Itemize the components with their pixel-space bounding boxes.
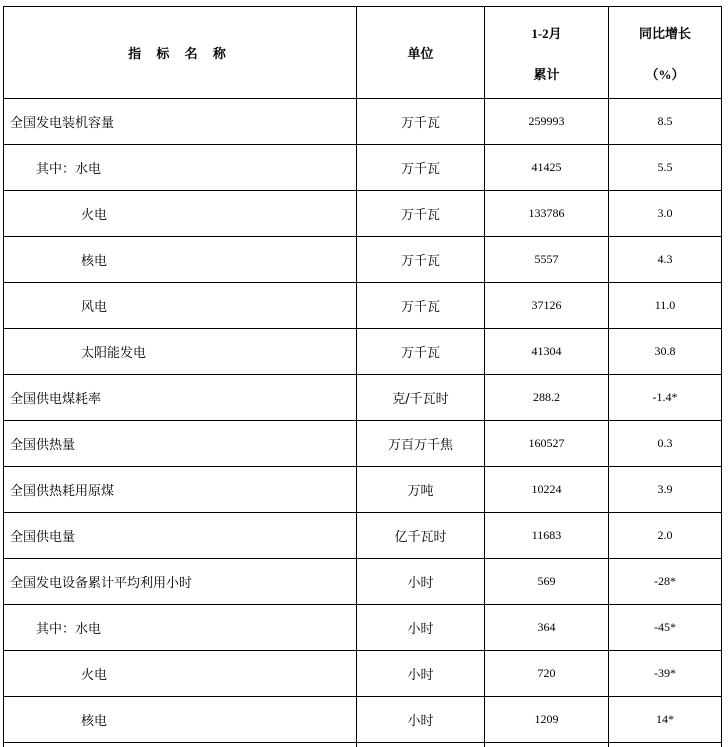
cumulative-value-cell-text: 41425 bbox=[531, 160, 562, 174]
indicator-name-cell-text: 火电 bbox=[81, 668, 108, 683]
cumulative-value-cell bbox=[485, 421, 609, 467]
indicator-name-cell-text: 其中：水电 bbox=[36, 622, 102, 637]
yoy-growth-cell bbox=[609, 513, 722, 559]
yoy-growth-cell bbox=[609, 375, 722, 421]
unit-cell bbox=[357, 191, 485, 237]
indicator-name-cell-text: 太阳能发电 bbox=[81, 346, 147, 361]
header-growth-bottom: （%） bbox=[645, 66, 685, 82]
unit-cell-text: 万千瓦 bbox=[400, 300, 440, 315]
unit-cell-text: 万千瓦 bbox=[400, 208, 440, 223]
unit-cell-text: 万千瓦 bbox=[400, 254, 440, 269]
header-period-bottom: 累计 bbox=[533, 66, 560, 82]
indicator-name-cell-text: 全国供热量 bbox=[10, 438, 76, 453]
table-row bbox=[4, 237, 722, 283]
indicator-name-cell-text: 全国发电设备累计平均利用小时 bbox=[10, 576, 193, 591]
cumulative-value-cell-text: 364 bbox=[537, 620, 556, 634]
yoy-growth-cell-text: 3.0 bbox=[657, 206, 673, 220]
yoy-growth-cell-text: 30.8 bbox=[654, 344, 676, 358]
cumulative-value-cell-text: 11683 bbox=[531, 528, 562, 542]
yoy-growth-cell-text: 0.3 bbox=[657, 436, 673, 450]
indicator-name-cell-text: 核电 bbox=[81, 714, 108, 729]
cumulative-value-cell-text: 160527 bbox=[528, 436, 565, 450]
unit-cell bbox=[357, 513, 485, 559]
cumulative-value-cell bbox=[485, 513, 609, 559]
yoy-growth-cell bbox=[609, 145, 722, 191]
yoy-growth-cell-text: 5.5 bbox=[657, 160, 673, 174]
table-row bbox=[4, 605, 722, 651]
cumulative-value-cell bbox=[485, 145, 609, 191]
indicator-name-cell-text: 全国发电装机容量 bbox=[10, 116, 115, 131]
header-unit-label: 单位 bbox=[407, 46, 434, 61]
yoy-growth-cell bbox=[609, 329, 722, 375]
indicator-name-cell bbox=[4, 697, 357, 743]
cumulative-value-cell-text: 37126 bbox=[531, 298, 562, 312]
cumulative-value-cell bbox=[485, 375, 609, 421]
unit-cell-text: 万千瓦 bbox=[400, 346, 440, 361]
indicator-name-cell bbox=[4, 237, 357, 283]
yoy-growth-cell-text: 14* bbox=[656, 712, 674, 726]
indicator-name-cell-text: 全国供热耗用原煤 bbox=[10, 484, 115, 499]
yoy-growth-cell-text: 8.5 bbox=[657, 114, 673, 128]
yoy-growth-cell-text: 11.0 bbox=[654, 298, 676, 312]
indicator-name-cell bbox=[4, 513, 357, 559]
table-row bbox=[4, 145, 722, 191]
unit-cell-text: 小时 bbox=[407, 576, 434, 591]
cumulative-value-cell bbox=[485, 329, 609, 375]
header-unit bbox=[357, 7, 485, 99]
cumulative-value-cell-text: 1209 bbox=[534, 712, 559, 726]
unit-cell-text: 万吨 bbox=[407, 484, 434, 499]
indicator-name-cell bbox=[4, 421, 357, 467]
table-row bbox=[4, 559, 722, 605]
unit-cell bbox=[357, 467, 485, 513]
table-row-partial bbox=[4, 743, 722, 747]
table-row bbox=[4, 329, 722, 375]
yoy-growth-cell-text: -39* bbox=[654, 666, 676, 680]
empty-cell bbox=[485, 743, 609, 747]
empty-cell bbox=[609, 743, 722, 747]
unit-cell-text: 万千瓦 bbox=[400, 162, 440, 177]
table-row bbox=[4, 191, 722, 237]
unit-cell bbox=[357, 283, 485, 329]
yoy-growth-cell bbox=[609, 283, 722, 329]
table-header-row bbox=[4, 7, 722, 99]
cumulative-value-cell-text: 720 bbox=[537, 666, 556, 680]
yoy-growth-cell-text: -45* bbox=[654, 620, 676, 634]
empty-cell bbox=[357, 743, 485, 747]
unit-cell-text: 万千瓦 bbox=[400, 116, 440, 131]
unit-cell bbox=[357, 651, 485, 697]
indicator-name-cell-text: 全国供电煤耗率 bbox=[10, 392, 102, 407]
unit-cell bbox=[357, 329, 485, 375]
cumulative-value-cell bbox=[485, 651, 609, 697]
yoy-growth-cell-text: 3.9 bbox=[657, 482, 673, 496]
unit-cell bbox=[357, 559, 485, 605]
unit-cell-text: 万百万千焦 bbox=[387, 438, 453, 453]
unit-cell bbox=[357, 421, 485, 467]
indicator-name-cell bbox=[4, 283, 357, 329]
yoy-growth-cell bbox=[609, 421, 722, 467]
header-indicator-name-label: 指 标 名 称 bbox=[128, 46, 232, 61]
indicator-name-cell bbox=[4, 651, 357, 697]
unit-cell-text: 克/千瓦时 bbox=[392, 392, 449, 407]
cumulative-value-cell-text: 41304 bbox=[531, 344, 562, 358]
unit-cell-text: 小时 bbox=[407, 622, 434, 637]
cumulative-value-cell bbox=[485, 697, 609, 743]
table-row bbox=[4, 283, 722, 329]
yoy-growth-cell bbox=[609, 697, 722, 743]
table-row bbox=[4, 513, 722, 559]
header-growth bbox=[609, 7, 722, 99]
table-row bbox=[4, 99, 722, 145]
power-statistics-table bbox=[3, 6, 722, 747]
indicator-name-cell bbox=[4, 191, 357, 237]
cumulative-value-cell bbox=[485, 283, 609, 329]
table-row bbox=[4, 651, 722, 697]
header-period bbox=[485, 7, 609, 99]
cumulative-value-cell bbox=[485, 559, 609, 605]
indicator-name-cell-text: 火电 bbox=[81, 208, 108, 223]
cumulative-value-cell-text: 569 bbox=[537, 574, 556, 588]
indicator-name-cell bbox=[4, 467, 357, 513]
unit-cell-text: 小时 bbox=[407, 714, 434, 729]
header-growth-top: 同比增长 bbox=[638, 25, 691, 41]
yoy-growth-cell bbox=[609, 191, 722, 237]
indicator-name-cell bbox=[4, 145, 357, 191]
yoy-growth-cell bbox=[609, 99, 722, 145]
yoy-growth-cell-text: 4.3 bbox=[657, 252, 673, 266]
unit-cell bbox=[357, 145, 485, 191]
yoy-growth-cell bbox=[609, 467, 722, 513]
indicator-name-cell bbox=[4, 99, 357, 145]
cumulative-value-cell-text: 133786 bbox=[528, 206, 565, 220]
indicator-name-cell bbox=[4, 329, 357, 375]
unit-cell bbox=[357, 99, 485, 145]
header-indicator-name bbox=[4, 7, 357, 99]
yoy-growth-cell bbox=[609, 605, 722, 651]
table-row bbox=[4, 421, 722, 467]
yoy-growth-cell-text: -28* bbox=[654, 574, 676, 588]
indicator-name-cell bbox=[4, 559, 357, 605]
cumulative-value-cell bbox=[485, 99, 609, 145]
cumulative-value-cell bbox=[485, 237, 609, 283]
yoy-growth-cell-text: -1.4* bbox=[652, 390, 678, 404]
cumulative-value-cell bbox=[485, 605, 609, 651]
indicator-name-cell bbox=[4, 375, 357, 421]
yoy-growth-cell-text: 2.0 bbox=[657, 528, 673, 542]
cumulative-value-cell bbox=[485, 191, 609, 237]
unit-cell bbox=[357, 237, 485, 283]
yoy-growth-cell bbox=[609, 651, 722, 697]
indicator-name-cell-text: 风电 bbox=[81, 300, 108, 315]
header-period-top: 1-2月 bbox=[531, 25, 562, 41]
indicator-name-cell-text: 其中：水电 bbox=[36, 162, 102, 177]
cumulative-value-cell-text: 288.2 bbox=[533, 390, 560, 404]
table-row bbox=[4, 467, 722, 513]
table-row bbox=[4, 375, 722, 421]
cumulative-value-cell-text: 10224 bbox=[531, 482, 562, 496]
cumulative-value-cell bbox=[485, 467, 609, 513]
unit-cell bbox=[357, 375, 485, 421]
empty-cell bbox=[4, 743, 357, 747]
unit-cell-text: 亿千瓦时 bbox=[394, 530, 447, 545]
indicator-name-cell-text: 核电 bbox=[81, 254, 108, 269]
unit-cell-text: 小时 bbox=[407, 668, 434, 683]
cumulative-value-cell-text: 5557 bbox=[534, 252, 559, 266]
indicator-name-cell-text: 全国供电量 bbox=[10, 530, 76, 545]
unit-cell bbox=[357, 605, 485, 651]
indicator-name-cell bbox=[4, 605, 357, 651]
cumulative-value-cell-text: 259993 bbox=[528, 114, 565, 128]
yoy-growth-cell bbox=[609, 559, 722, 605]
unit-cell bbox=[357, 697, 485, 743]
yoy-growth-cell bbox=[609, 237, 722, 283]
table-row bbox=[4, 697, 722, 743]
